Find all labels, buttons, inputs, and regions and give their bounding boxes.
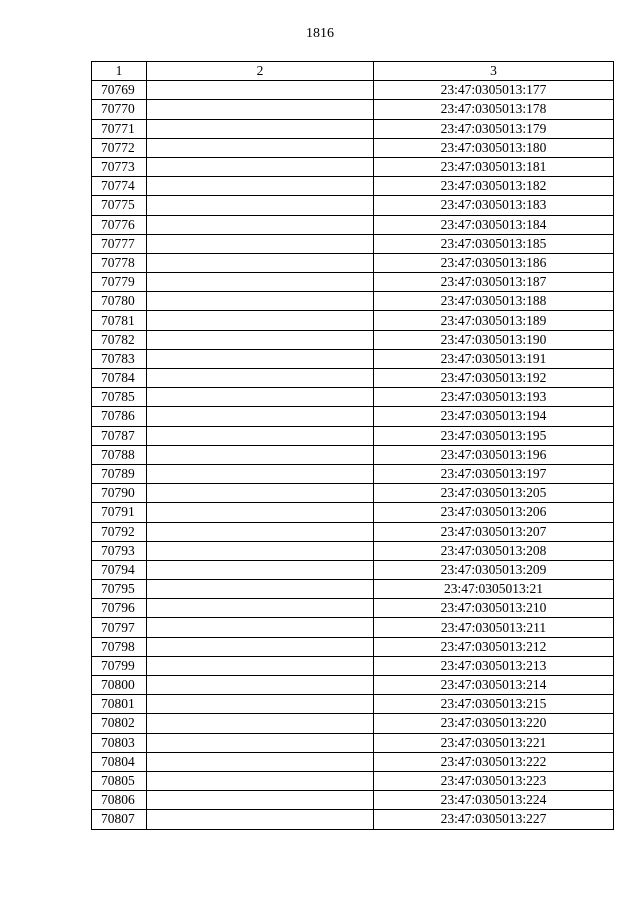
row-number-cell: 70770 bbox=[92, 100, 147, 119]
table-row bbox=[92, 733, 614, 752]
cadastral-number-cell: 23:47:0305013:179 bbox=[374, 119, 614, 138]
cadastral-number-cell: 23:47:0305013:207 bbox=[374, 522, 614, 541]
row-number-cell: 70792 bbox=[92, 522, 147, 541]
row-number-cell: 70796 bbox=[92, 599, 147, 618]
row-number-cell: 70803 bbox=[92, 733, 147, 752]
column-2-cell bbox=[147, 810, 374, 829]
row-number-cell: 70800 bbox=[92, 676, 147, 695]
cadastral-number-cell: 23:47:0305013:206 bbox=[374, 503, 614, 522]
cadastral-number-cell: 23:47:0305013:209 bbox=[374, 560, 614, 579]
cadastral-number-cell: 23:47:0305013:210 bbox=[374, 599, 614, 618]
cadastral-number-cell: 23:47:0305013:177 bbox=[374, 81, 614, 100]
table-row bbox=[92, 618, 614, 637]
row-number-cell: 70791 bbox=[92, 503, 147, 522]
page-number: 1816 bbox=[306, 26, 334, 41]
row-number-cell: 70775 bbox=[92, 196, 147, 215]
column-2-cell bbox=[147, 100, 374, 119]
cadastral-number-cell: 23:47:0305013:192 bbox=[374, 369, 614, 388]
column-2-cell bbox=[147, 157, 374, 176]
header-row bbox=[92, 62, 614, 81]
column-2-cell bbox=[147, 196, 374, 215]
cadastral-number-cell: 23:47:0305013:214 bbox=[374, 676, 614, 695]
cadastral-number-cell: 23:47:0305013:189 bbox=[374, 311, 614, 330]
table-row bbox=[92, 522, 614, 541]
row-number-cell: 70805 bbox=[92, 771, 147, 790]
cadastral-number-cell: 23:47:0305013:197 bbox=[374, 464, 614, 483]
registry-table bbox=[91, 61, 614, 830]
row-number-cell: 70795 bbox=[92, 580, 147, 599]
column-2-cell bbox=[147, 618, 374, 637]
table-row bbox=[92, 580, 614, 599]
table-row bbox=[92, 388, 614, 407]
table-row bbox=[92, 637, 614, 656]
row-number-cell: 70776 bbox=[92, 215, 147, 234]
cadastral-number-cell: 23:47:0305013:181 bbox=[374, 157, 614, 176]
column-2-cell bbox=[147, 599, 374, 618]
table-row bbox=[92, 81, 614, 100]
column-2-cell bbox=[147, 560, 374, 579]
cadastral-number-cell: 23:47:0305013:211 bbox=[374, 618, 614, 637]
column-2-cell bbox=[147, 752, 374, 771]
table-row bbox=[92, 349, 614, 368]
row-number-cell: 70804 bbox=[92, 752, 147, 771]
column-2-cell bbox=[147, 407, 374, 426]
column-2-cell bbox=[147, 388, 374, 407]
row-number-cell: 70784 bbox=[92, 369, 147, 388]
row-number-cell: 70773 bbox=[92, 157, 147, 176]
column-2-cell bbox=[147, 484, 374, 503]
row-number-cell: 70799 bbox=[92, 656, 147, 675]
row-number-cell: 70794 bbox=[92, 560, 147, 579]
column-2-cell bbox=[147, 177, 374, 196]
cadastral-number-cell: 23:47:0305013:208 bbox=[374, 541, 614, 560]
row-number-cell: 70782 bbox=[92, 330, 147, 349]
column-header-3: 3 bbox=[374, 62, 614, 81]
row-number-cell: 70807 bbox=[92, 810, 147, 829]
column-2-cell bbox=[147, 81, 374, 100]
column-2-cell bbox=[147, 771, 374, 790]
row-number-cell: 70806 bbox=[92, 791, 147, 810]
table-row bbox=[92, 503, 614, 522]
row-number-cell: 70783 bbox=[92, 349, 147, 368]
cadastral-number-cell: 23:47:0305013:224 bbox=[374, 791, 614, 810]
table-row bbox=[92, 138, 614, 157]
cadastral-number-cell: 23:47:0305013:190 bbox=[374, 330, 614, 349]
cadastral-number-cell: 23:47:0305013:213 bbox=[374, 656, 614, 675]
column-2-cell bbox=[147, 311, 374, 330]
row-number-cell: 70774 bbox=[92, 177, 147, 196]
cadastral-number-cell: 23:47:0305013:182 bbox=[374, 177, 614, 196]
column-2-cell bbox=[147, 234, 374, 253]
cadastral-number-cell: 23:47:0305013:178 bbox=[374, 100, 614, 119]
row-number-cell: 70790 bbox=[92, 484, 147, 503]
table-row bbox=[92, 215, 614, 234]
row-number-cell: 70788 bbox=[92, 445, 147, 464]
row-number-cell: 70779 bbox=[92, 273, 147, 292]
column-2-cell bbox=[147, 464, 374, 483]
row-number-cell: 70789 bbox=[92, 464, 147, 483]
table-row bbox=[92, 714, 614, 733]
table-row bbox=[92, 752, 614, 771]
column-2-cell bbox=[147, 676, 374, 695]
table-row bbox=[92, 445, 614, 464]
cadastral-number-cell: 23:47:0305013:183 bbox=[374, 196, 614, 215]
cadastral-number-cell: 23:47:0305013:220 bbox=[374, 714, 614, 733]
cadastral-number-cell: 23:47:0305013:188 bbox=[374, 292, 614, 311]
table-row bbox=[92, 810, 614, 829]
cadastral-number-cell: 23:47:0305013:194 bbox=[374, 407, 614, 426]
column-2-cell bbox=[147, 330, 374, 349]
row-number-cell: 70793 bbox=[92, 541, 147, 560]
cadastral-number-cell: 23:47:0305013:185 bbox=[374, 234, 614, 253]
cadastral-number-cell: 23:47:0305013:212 bbox=[374, 637, 614, 656]
cadastral-number-cell: 23:47:0305013:186 bbox=[374, 253, 614, 272]
table-row bbox=[92, 541, 614, 560]
table-row bbox=[92, 407, 614, 426]
table-row bbox=[92, 484, 614, 503]
row-number-cell: 70797 bbox=[92, 618, 147, 637]
column-2-cell bbox=[147, 273, 374, 292]
table-body bbox=[92, 81, 614, 829]
row-number-cell: 70787 bbox=[92, 426, 147, 445]
column-2-cell bbox=[147, 714, 374, 733]
cadastral-number-cell: 23:47:0305013:184 bbox=[374, 215, 614, 234]
column-2-cell bbox=[147, 791, 374, 810]
column-2-cell bbox=[147, 503, 374, 522]
table-row bbox=[92, 100, 614, 119]
table-row bbox=[92, 196, 614, 215]
cadastral-number-cell: 23:47:0305013:222 bbox=[374, 752, 614, 771]
cadastral-number-cell: 23:47:0305013:221 bbox=[374, 733, 614, 752]
column-2-cell bbox=[147, 733, 374, 752]
column-2-cell bbox=[147, 119, 374, 138]
row-number-cell: 70772 bbox=[92, 138, 147, 157]
column-2-cell bbox=[147, 637, 374, 656]
column-2-cell bbox=[147, 522, 374, 541]
row-number-cell: 70785 bbox=[92, 388, 147, 407]
cadastral-number-cell: 23:47:0305013:227 bbox=[374, 810, 614, 829]
cadastral-number-cell: 23:47:0305013:21 bbox=[374, 580, 614, 599]
table-row bbox=[92, 157, 614, 176]
column-2-cell bbox=[147, 426, 374, 445]
row-number-cell: 70786 bbox=[92, 407, 147, 426]
cadastral-number-cell: 23:47:0305013:180 bbox=[374, 138, 614, 157]
table-row bbox=[92, 426, 614, 445]
cadastral-number-cell: 23:47:0305013:215 bbox=[374, 695, 614, 714]
table-row bbox=[92, 676, 614, 695]
table-row bbox=[92, 771, 614, 790]
table-row bbox=[92, 177, 614, 196]
cadastral-number-cell: 23:47:0305013:196 bbox=[374, 445, 614, 464]
cadastral-number-cell: 23:47:0305013:223 bbox=[374, 771, 614, 790]
column-2-cell bbox=[147, 138, 374, 157]
column-2-cell bbox=[147, 369, 374, 388]
table-row bbox=[92, 234, 614, 253]
cadastral-number-cell: 23:47:0305013:205 bbox=[374, 484, 614, 503]
table-row bbox=[92, 330, 614, 349]
table-row bbox=[92, 599, 614, 618]
table-row bbox=[92, 311, 614, 330]
column-2-cell bbox=[147, 445, 374, 464]
table-row bbox=[92, 464, 614, 483]
column-header-1: 1 bbox=[92, 62, 147, 81]
table-row bbox=[92, 695, 614, 714]
cadastral-number-cell: 23:47:0305013:193 bbox=[374, 388, 614, 407]
table-row bbox=[92, 273, 614, 292]
table-row bbox=[92, 119, 614, 138]
column-2-cell bbox=[147, 349, 374, 368]
table-row bbox=[92, 560, 614, 579]
column-2-cell bbox=[147, 580, 374, 599]
cadastral-number-cell: 23:47:0305013:195 bbox=[374, 426, 614, 445]
cadastral-number-cell: 23:47:0305013:187 bbox=[374, 273, 614, 292]
column-2-cell bbox=[147, 541, 374, 560]
table-row bbox=[92, 292, 614, 311]
row-number-cell: 70778 bbox=[92, 253, 147, 272]
column-2-cell bbox=[147, 656, 374, 675]
cadastral-number-cell: 23:47:0305013:191 bbox=[374, 349, 614, 368]
row-number-cell: 70801 bbox=[92, 695, 147, 714]
row-number-cell: 70777 bbox=[92, 234, 147, 253]
row-number-cell: 70780 bbox=[92, 292, 147, 311]
column-2-cell bbox=[147, 292, 374, 311]
table-row bbox=[92, 369, 614, 388]
table-row bbox=[92, 253, 614, 272]
row-number-cell: 70798 bbox=[92, 637, 147, 656]
row-number-cell: 70771 bbox=[92, 119, 147, 138]
column-header-2: 2 bbox=[147, 62, 374, 81]
table-row bbox=[92, 656, 614, 675]
column-2-cell bbox=[147, 253, 374, 272]
column-2-cell bbox=[147, 695, 374, 714]
row-number-cell: 70769 bbox=[92, 81, 147, 100]
column-2-cell bbox=[147, 215, 374, 234]
row-number-cell: 70781 bbox=[92, 311, 147, 330]
table-row bbox=[92, 791, 614, 810]
row-number-cell: 70802 bbox=[92, 714, 147, 733]
